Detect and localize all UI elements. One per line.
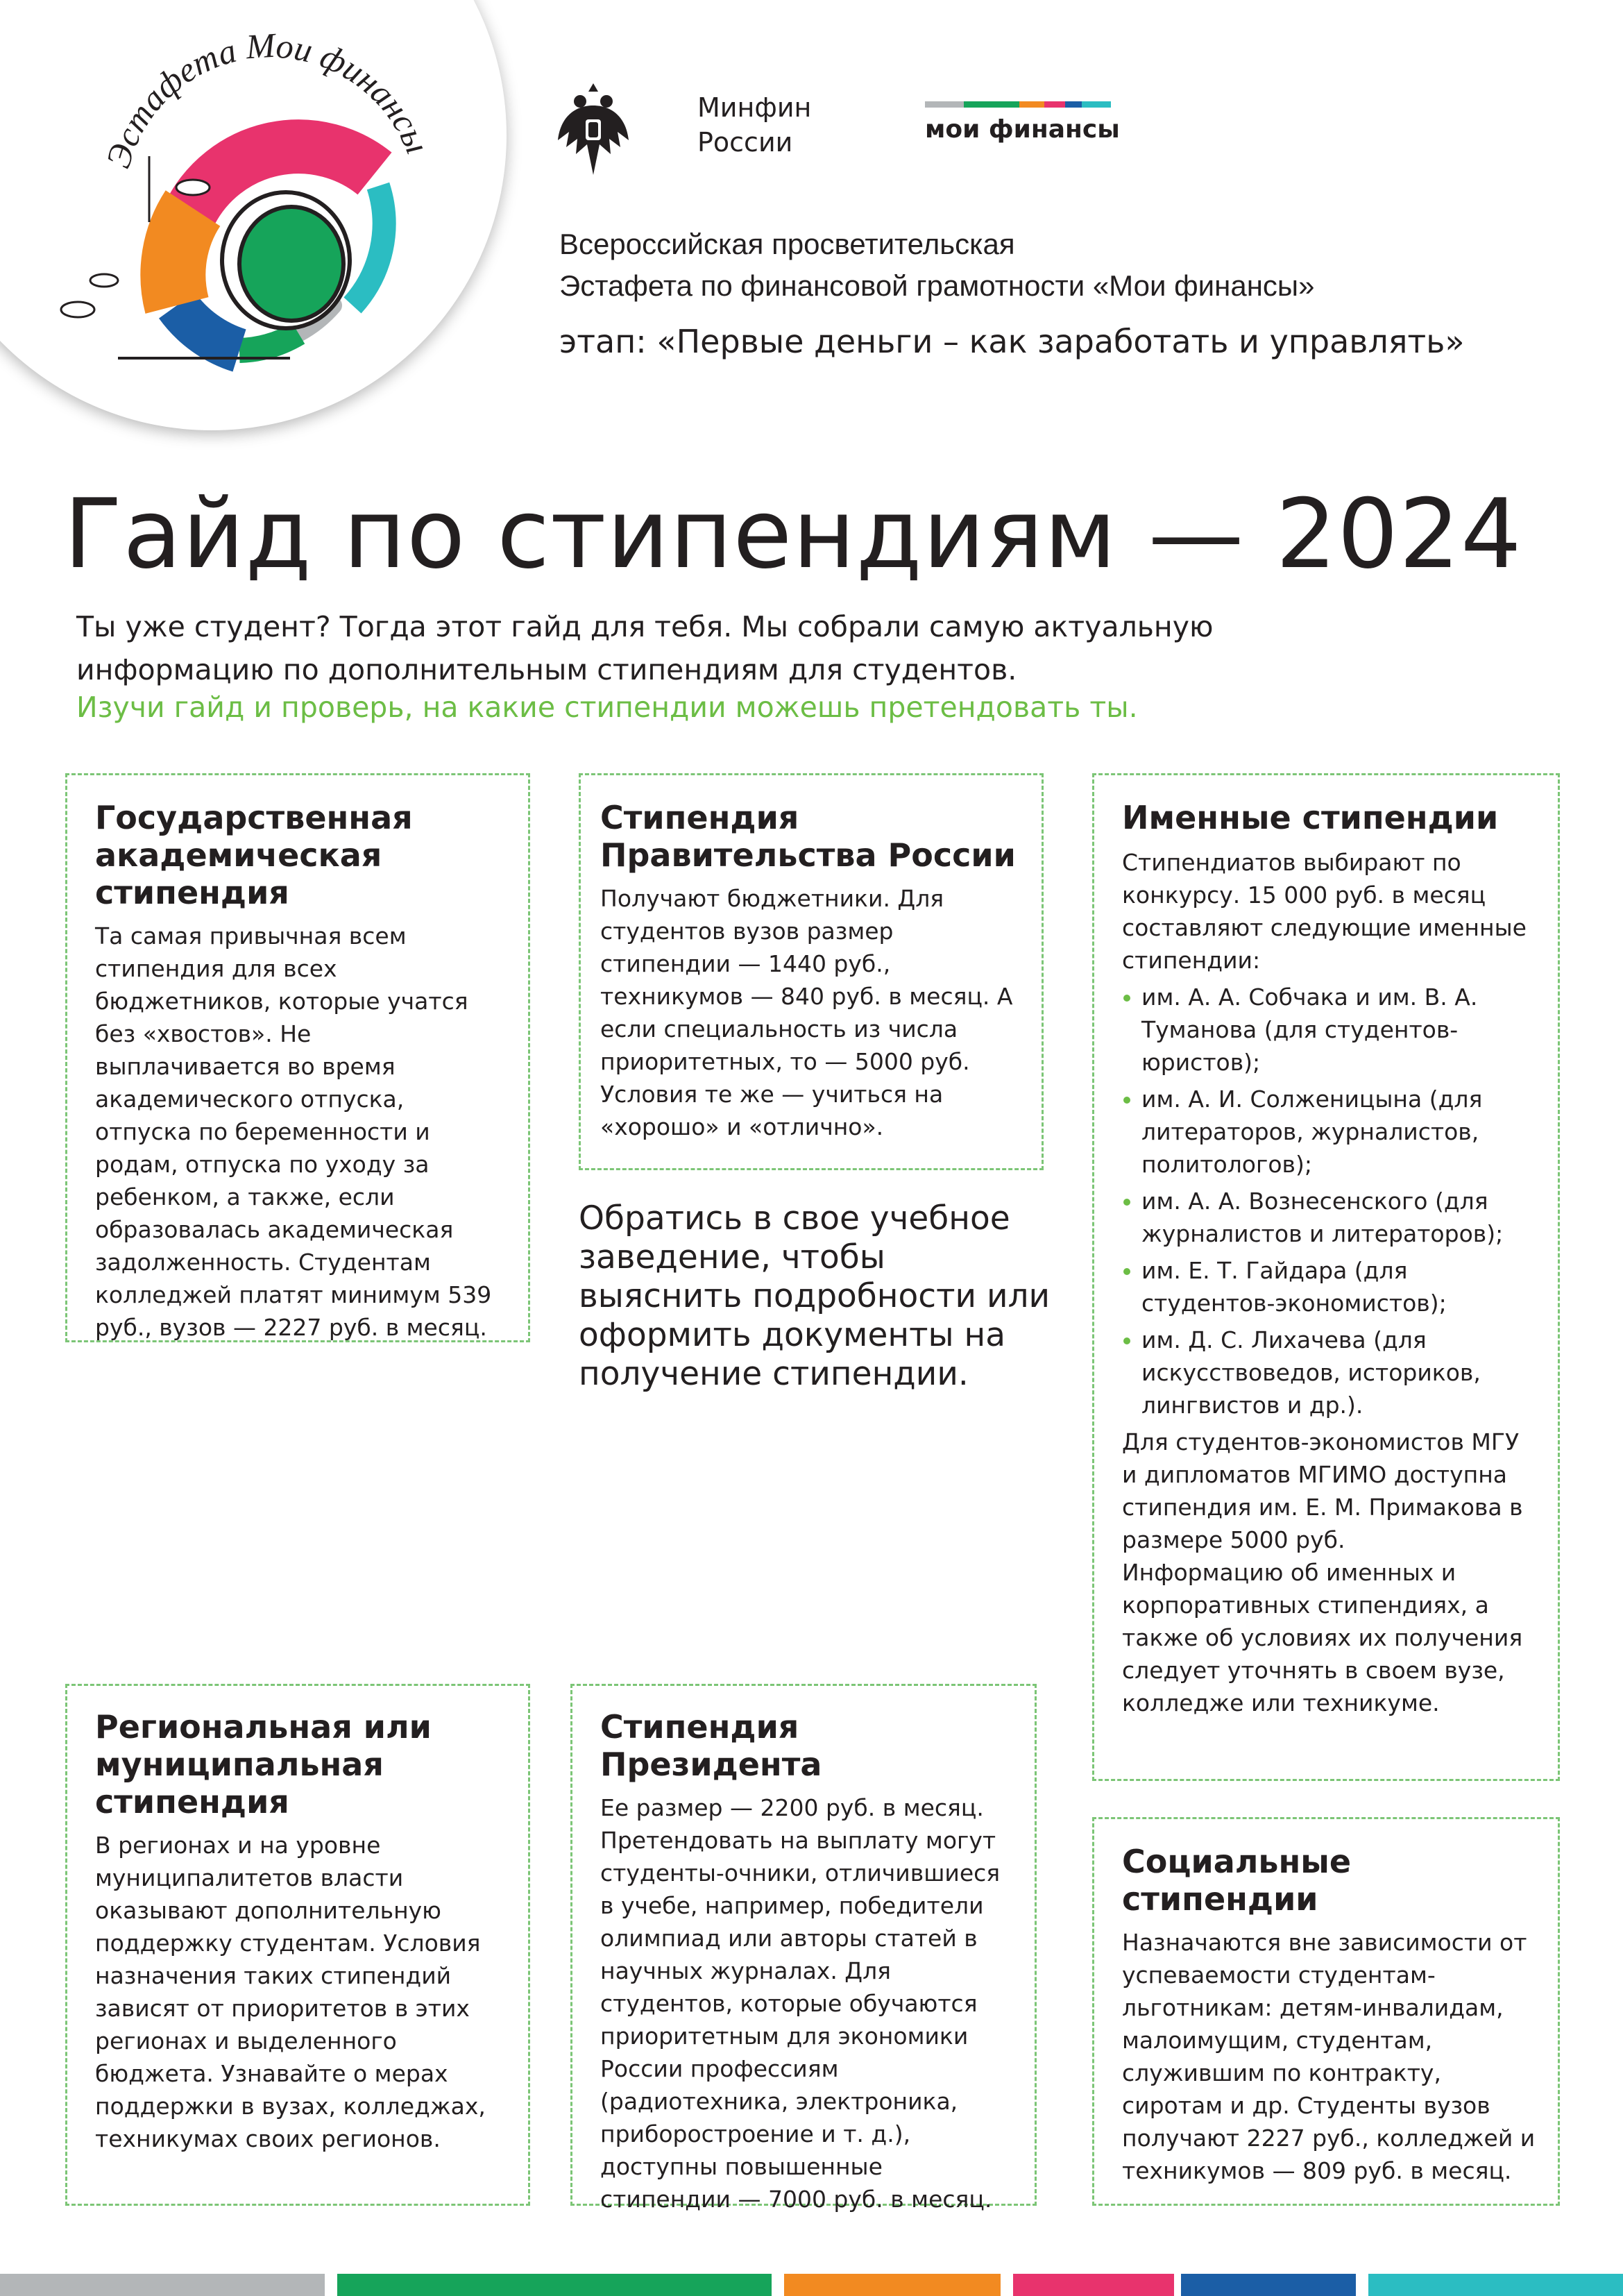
card-social-body: Назначаются вне зависимости от успеваемости студентам-льготникам: детям-инвалидам, малоимущим, студентам, служившим по контракту, сиротам и др. Студенты вузов получают 2227 руб., колледжей и техникумов — 809 руб. в месяц. (1122, 1929, 1536, 2184)
ring-blue-segment (177, 305, 239, 351)
eagle-emblem-icon (555, 78, 631, 182)
card-named-intro: Стипендиатов выбирают по конкурсу. 15 000 руб. в месяц составляют следующие именные стипендии: (1122, 849, 1527, 974)
intro-line-1: Ты уже студент? Тогда этот гайд для тебя. Мы собрали самую актуальную (76, 610, 1214, 643)
card-regional-title: Региональная или муниципальная стипендия (95, 1708, 432, 1821)
card-government-scholarship (579, 773, 1044, 1170)
card-named-primakov: Для студентов-экономистов МГУ и дипломатов МГИМО доступна стипендия им. Е. М. Примакова в размере 5000 руб. (1122, 1428, 1523, 1553)
footer-stripe-blue (1181, 2274, 1356, 2296)
card-president-title: Стипендия Президента (600, 1708, 822, 1783)
card-regional-body: В регионах и на уровне муниципалитетов власти оказывают дополнительную поддержку студентам. Условия назначения таких стипендий зависят от приоритетов в этих регионах и выделенного бюджета. Узнавайте о мерах поддержки в вузах, колледжах, техникумах своих регионов. (95, 1832, 486, 2152)
footer-stripe-pink (1013, 2274, 1174, 2296)
card-regional-scholarship (65, 1684, 530, 2206)
coin-inner (239, 207, 343, 321)
named-item: им. А. А. Вознесенского (для журналистов и литераторов); (1122, 1185, 1537, 1250)
card-president-scholarship (570, 1684, 1037, 2213)
logo-title-text: Эстафета Мои финансы (98, 25, 438, 173)
card-social-title: Социальные стипендии (1122, 1843, 1352, 1918)
named-item: им. А. А. Собчака и им. В. А. Туманова (для студентов-юристов); (1122, 981, 1537, 1079)
card-named-title: Именные стипендии (1122, 799, 1499, 836)
relay-logo (0, 0, 513, 451)
named-item: им. Д. С. Лихачева (для искусствоведов, историков, лингвистов и др.). (1122, 1324, 1537, 1421)
card-academic-scholarship (65, 773, 530, 1342)
brand-name: мои финансы (925, 115, 1120, 144)
ministry-line-1: Минфин (697, 92, 812, 123)
small-coin-3 (61, 302, 94, 317)
brand-color-bar (925, 101, 1111, 108)
card-academic-title: Государственная академическая стипендия (95, 799, 413, 911)
relay-line-1: Всероссийская просветительская (559, 228, 1015, 260)
card-named-info: Информацию об именных и корпоративных стипендиях, а также об условиях их получения следует уточнять в своем вузе, колледже или техникуме. (1122, 1559, 1523, 1716)
footer-stripe-gray (0, 2274, 325, 2296)
page-title: Гайд по стипендиям — 2024 (64, 478, 1522, 590)
named-item: им. А. И. Солженицына (для литераторов, журналистов, политологов); (1122, 1083, 1537, 1181)
intro-highlight: Изучи гайд и проверь, на какие стипендии можешь претендовать ты. (76, 691, 1138, 724)
ring-orange-segment (173, 208, 193, 305)
ministry-name (697, 90, 811, 160)
ministry-line-2: России (697, 127, 793, 158)
stage-title: этап: «Первые деньги – как заработать и управлять» (559, 323, 1465, 360)
named-item: им. Е. Т. Гайдара (для студентов-экономистов); (1122, 1254, 1537, 1319)
card-government-body: Получают бюджетники. Для студентов вузов размер стипендии — 1440 руб., техникумов — 840 руб. в месяц. А если специальность из числа приоритетных, то — 5000 руб. Условия те же — учиться на «хорошо» и «отлично». (600, 885, 1013, 1140)
card-president-body: Ее размер — 2200 руб. в месяц. Претендовать на выплату могут студенты-очники, отличившиеся в учебе, например, победители олимпиад или авторы статей в научных журналах. Для студентов, которые обучаются приоритетным для экономики России профессиям (радиотехника, электроника, приборостроение и т. д.), доступны повышенные стипендии — 7000 руб. в месяц. (600, 1794, 1001, 2213)
small-coin-2 (90, 274, 118, 287)
footer-stripe-orange (784, 2274, 1001, 2296)
ring-teal-segment (352, 186, 384, 305)
ring-green-segment (239, 333, 298, 351)
callout-contact-institution: Обратись в свое учебное заведение, чтобы выяснить подробности или оформить документы на получение стипендии. (579, 1199, 1051, 1393)
card-social-scholarship (1092, 1817, 1560, 2206)
footer-stripe-teal (1368, 2274, 1623, 2296)
footer-stripe-green (337, 2274, 772, 2296)
small-coin-1 (176, 180, 210, 195)
card-government-title: Стипендия Правительства России (600, 799, 1016, 874)
intro-line-2: информацию по дополнительным стипендиям для студентов. (76, 653, 1017, 686)
card-named-scholarships (1092, 773, 1560, 1781)
card-academic-body: Та самая привычная всем стипендия для всех бюджетников, которые учатся без «хвостов». Не выплачивается во время академического отпуска, отпуска по беременности и родам, отпуска по уходу за ребенком, а также, если образовалась академическая задолженность. Студентам колледжей платят минимум 539 руб., вузов — 2227 руб. в месяц. (95, 922, 492, 1341)
relay-line-2: Эстафета по финансовой грамотности «Мои финансы» (559, 269, 1315, 302)
